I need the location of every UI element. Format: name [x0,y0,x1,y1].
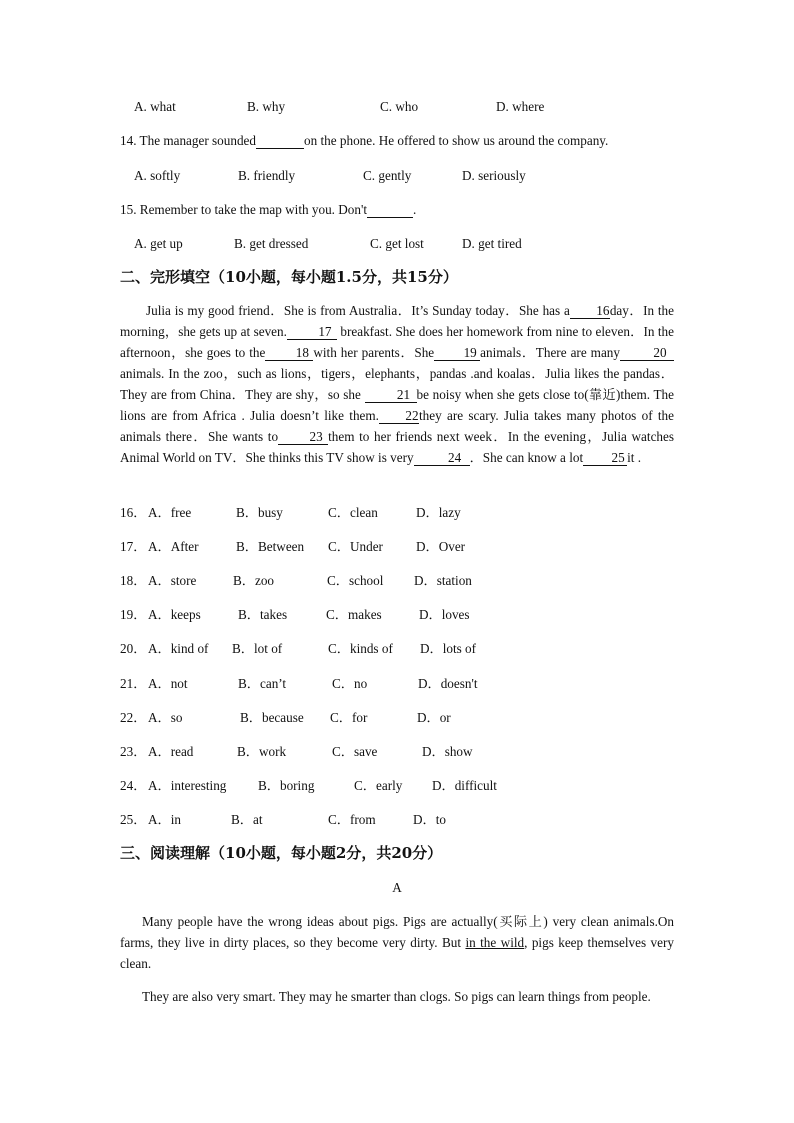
option-d[interactable]: D．or [417,710,451,725]
option-d[interactable]: D. where [496,99,545,114]
option-a[interactable]: A．not [148,676,188,691]
option-b[interactable]: B．can’t [238,676,287,691]
option-b[interactable]: B．takes [238,607,288,622]
passage-text: animals. In the zoo，such as lions，tigers，elephants，pandas .and koalas．Julia likes the pandas．They are from China．They are shy，so she [120,366,674,402]
option-d[interactable]: D．loves [419,607,470,622]
option-b[interactable]: B. why [247,99,286,114]
option-d[interactable]: D. get tired [462,236,522,251]
option-d[interactable]: D. seriously [462,168,526,183]
cloze-passage [120,300,674,468]
option-c[interactable]: C. gently [363,168,412,183]
option-b[interactable]: B．boring [258,778,315,793]
passage-text: ．She can know a lot [469,450,584,465]
passage-text: animals．There are many [480,345,620,360]
passage-text: Many people have the wrong ideas about pigs. Pigs are actually(买际上) very clean animals.On farms, they live in dirty places, so they become very dirty. But [120,914,674,950]
question-text: . [413,202,417,217]
blank-16[interactable]: 16 [570,304,610,319]
underlined-phrase: in the wild [465,935,525,950]
passage-label: A [392,880,402,895]
option-c[interactable]: C. who [380,99,419,114]
question-text: 14. The manager sounded [120,133,256,148]
option-c[interactable]: C．for [330,710,368,725]
option-c[interactable]: C．Under [328,539,383,554]
option-c[interactable]: C．save [332,744,378,759]
option-d[interactable]: D．Over [416,539,466,554]
question-number: 18． [120,573,147,588]
question-number: 23． [120,744,147,759]
option-a[interactable]: A．interesting [148,778,227,793]
reading-passage [120,911,674,1007]
option-a[interactable]: A. softly [134,168,181,183]
option-c[interactable]: C．school [327,573,384,588]
option-d[interactable]: D．lazy [416,505,461,520]
question-text: on the phone. He offered to show us around the company. [304,133,609,148]
option-d[interactable]: D．doesn't [418,676,478,691]
option-d[interactable]: D．station [414,573,472,588]
option-c[interactable]: C．from [328,812,376,827]
option-b[interactable]: B．zoo [233,573,275,588]
option-a[interactable]: A．kind of [148,641,209,656]
option-b[interactable]: B．work [237,744,287,759]
question-number: 19． [120,607,147,622]
option-a[interactable]: A. what [134,99,176,114]
passage-text: be noisy when she gets close to(靠近)them. The lions are from Africa . Julia doesn’t like them. [120,387,674,423]
blank-23[interactable]: 23 [278,430,328,445]
question-15 [120,202,416,218]
option-c[interactable]: C. get lost [370,236,424,251]
question-text: 15. Remember to take the map with you. Don't [120,202,368,217]
passage-text: Julia is my good friend．She is from Australia．It’s Sunday today．She has a [146,303,570,318]
option-c[interactable]: C．clean [328,505,378,520]
option-b[interactable]: B. friendly [238,168,296,183]
blank-18[interactable]: 18 [265,346,313,361]
option-d[interactable]: D．show [422,744,473,759]
option-b[interactable]: B．lot of [232,641,283,656]
option-d[interactable]: D．difficult [432,778,497,793]
option-a[interactable]: A．keeps [148,607,201,622]
option-b[interactable]: B．Between [236,539,305,554]
option-a[interactable]: A．read [148,744,194,759]
blank-22[interactable]: 22 [379,409,419,424]
section-heading-reading: 三、阅读理解（10小题，每小题2分，共20分） [120,844,443,862]
question-number: 21． [120,676,147,691]
option-c[interactable]: C．early [354,778,403,793]
question-number: 22． [120,710,147,725]
blank-25[interactable]: 25 [583,451,627,466]
question-number: 17． [120,539,147,554]
option-c[interactable]: C．makes [326,607,382,622]
answer-blank[interactable] [367,203,413,218]
passage-text: , pigs keep themselves very clean. [120,935,674,971]
passage-paragraph [120,911,674,974]
option-a[interactable]: A．store [148,573,197,588]
passage-text: them to her friends next week．In the evening，Julia watches Animal World on TV．She thinks this TV show is very [120,429,674,465]
answer-blank[interactable] [256,134,304,149]
blank-17[interactable]: 17 [287,325,337,340]
option-a[interactable]: A．in [148,812,181,827]
passage-text: it . [627,450,642,465]
option-b[interactable]: B. get dressed [234,236,309,251]
option-c[interactable]: C．no [332,676,368,691]
question-number: 24． [120,778,147,793]
passage-text: day．In the morning，she gets up at seven. [120,303,674,339]
passage-text: they are scary. Julia takes many photos of the animals there．She wants to [120,408,675,444]
passage-text: with her parents．She [313,345,435,360]
option-a[interactable]: A．so [148,710,183,725]
blank-24[interactable]: 24 [414,451,470,466]
option-a[interactable]: A．free [148,505,192,520]
blank-20[interactable]: 20 [620,346,674,361]
option-a[interactable]: A. get up [134,236,183,251]
option-b[interactable]: B．at [231,812,263,827]
option-c[interactable]: C．kinds of [328,641,393,656]
option-b[interactable]: B．because [240,710,304,725]
question-number: 16． [120,505,147,520]
passage-paragraph: They are also very smart. They may he smarter than clogs. So pigs can learn things from people. [142,989,651,1004]
option-d[interactable]: D．lots of [420,641,477,656]
blank-19[interactable]: 19 [434,346,480,361]
question-14 [120,133,608,149]
question-number: 25． [120,812,147,827]
blank-21[interactable]: 21 [365,388,417,403]
section-heading-cloze: 二、完形填空（10小题，每小题1.5分，共15分） [120,268,458,286]
option-b[interactable]: B．busy [236,505,283,520]
option-a[interactable]: A．After [148,539,199,554]
passage-text: breakfast. She does her homework from nine to eleven．In the afternoon，she goes to the [120,324,675,360]
option-d[interactable]: D．to [413,812,446,827]
question-number: 20． [120,641,147,656]
